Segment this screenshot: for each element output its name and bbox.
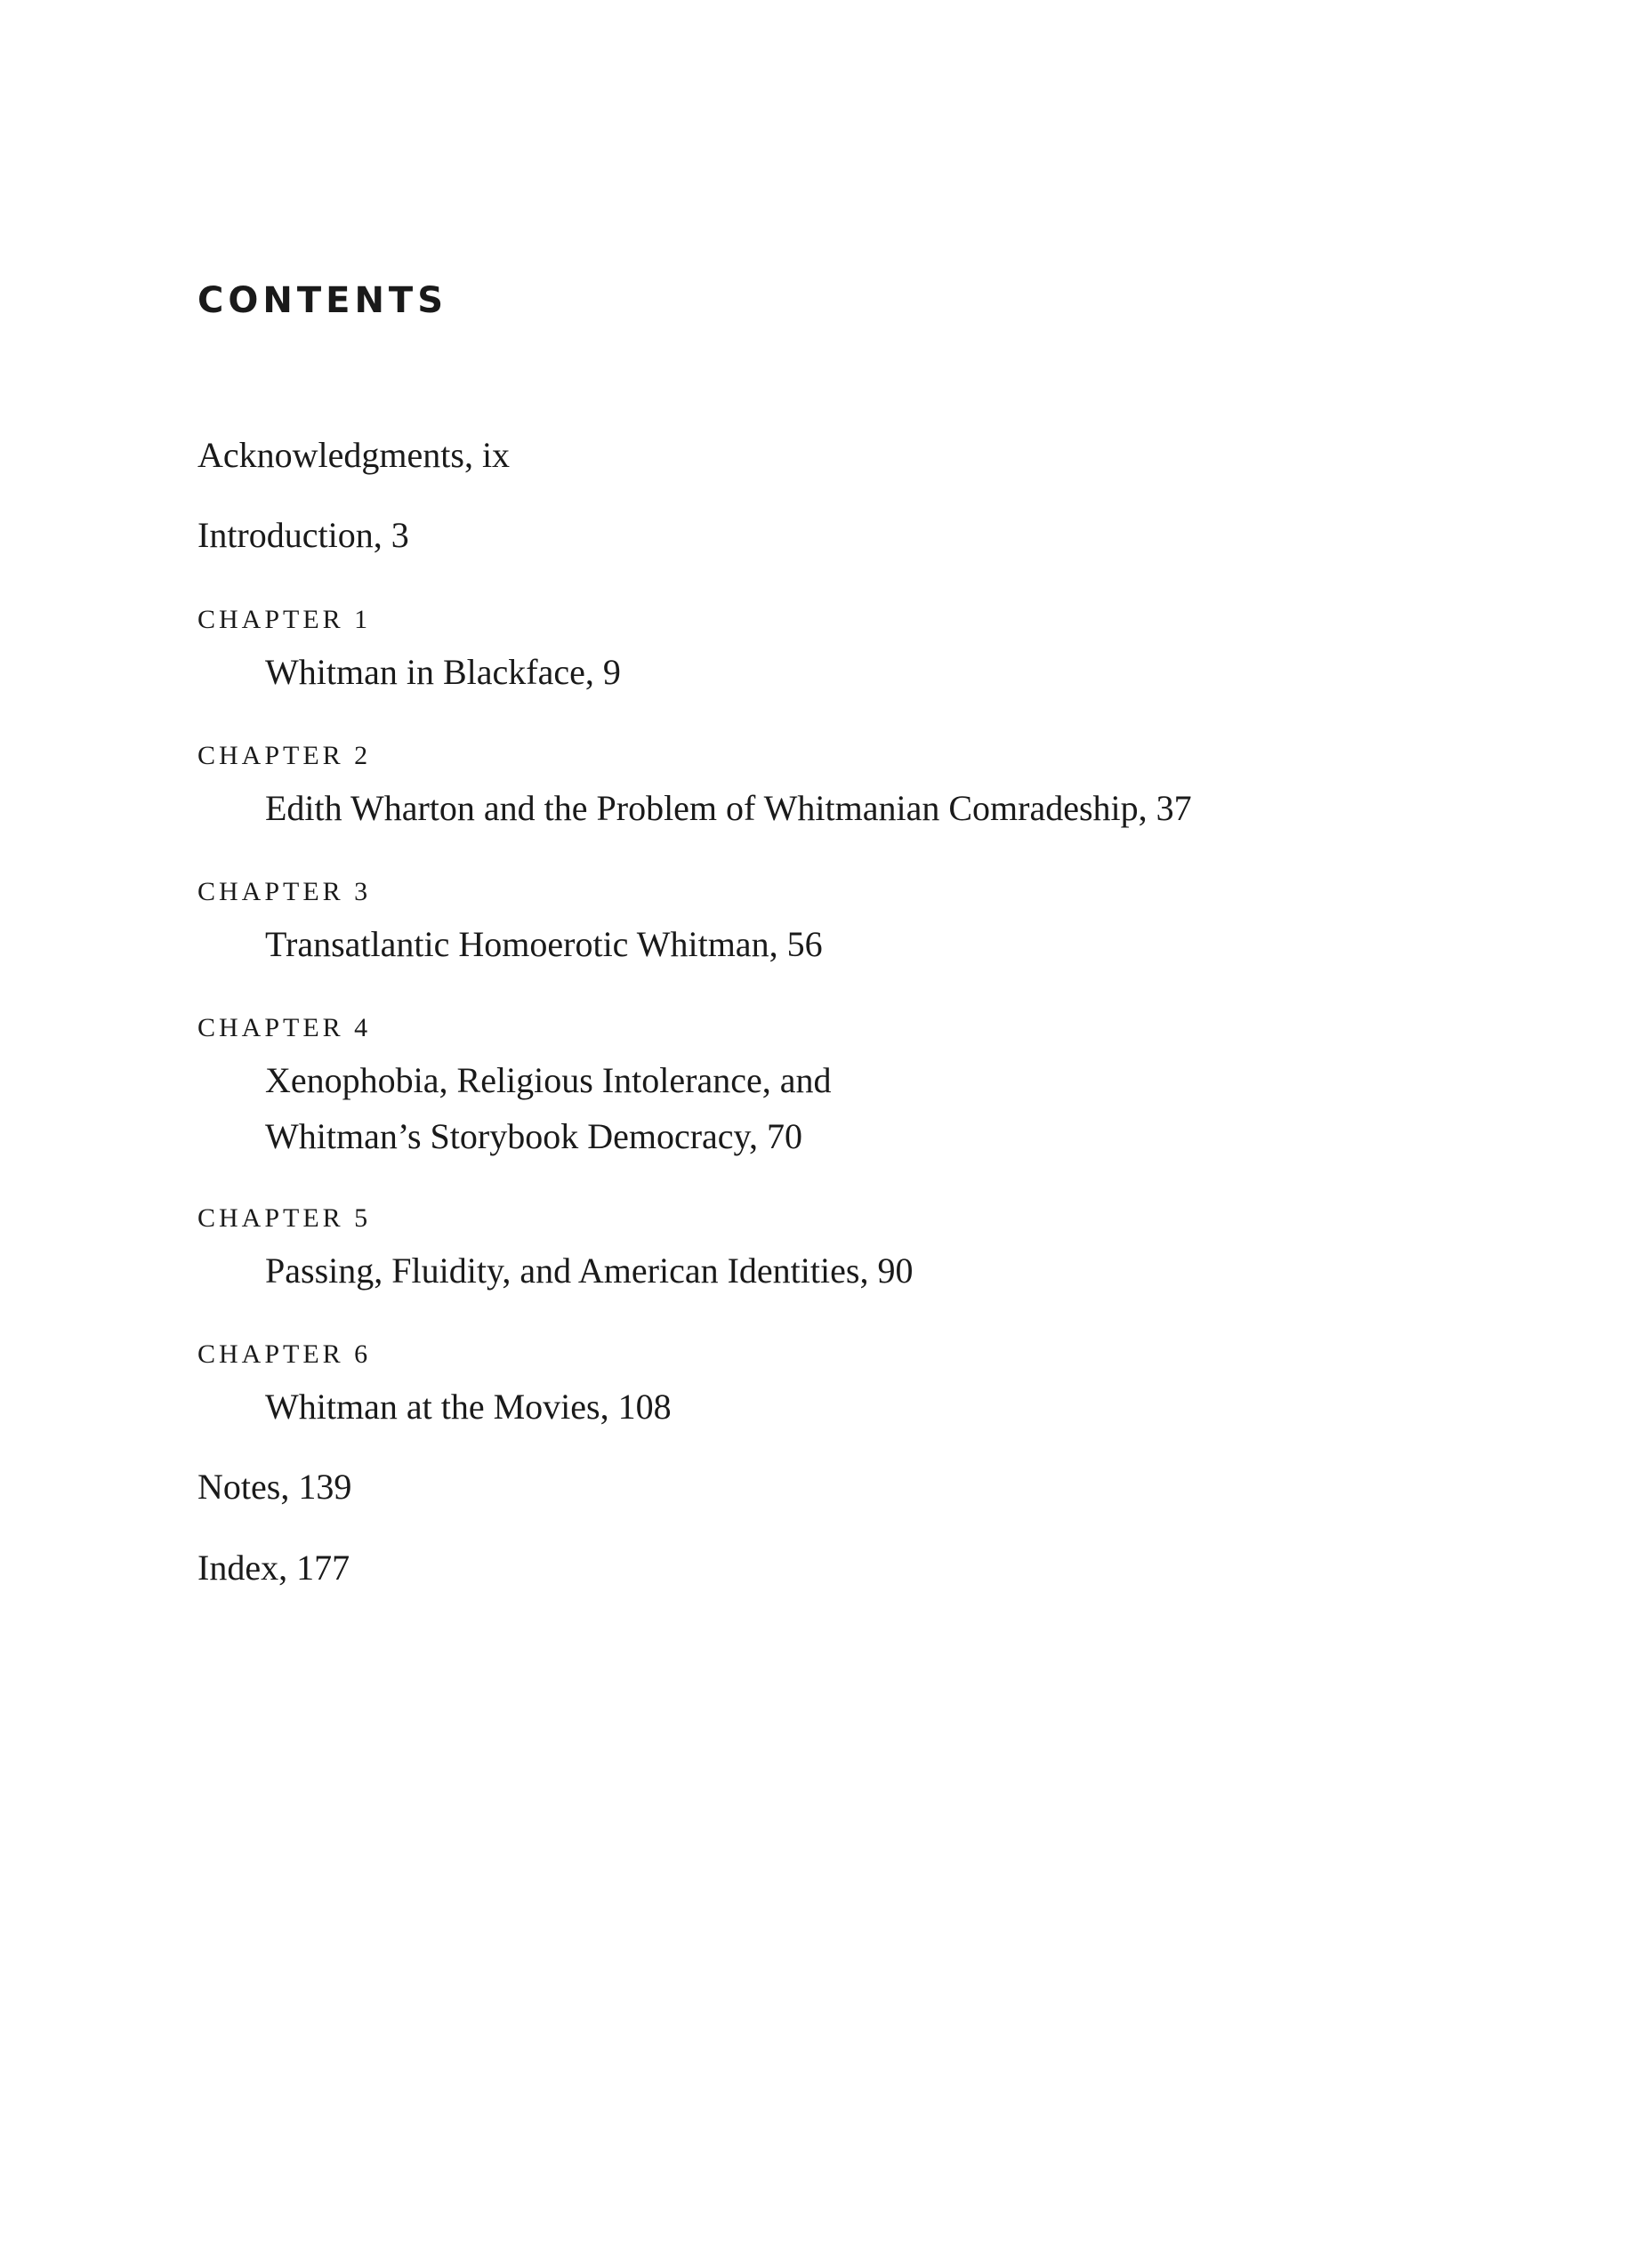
chapter-3-title: Transatlantic Homoerotic Whitman, 56: [265, 924, 823, 964]
chapter-1-title: Whitman in Blackface, 9: [265, 652, 621, 692]
contents-heading: CONTENTS: [197, 280, 448, 321]
chapter-4-label: CHAPTER 4: [197, 1013, 372, 1042]
chapter-4-title-line-2: Whitman’s Storybook Democracy, 70: [265, 1116, 802, 1156]
chapter-3-label: CHAPTER 3: [197, 877, 372, 906]
chapter-4-title-line-1: Xenophobia, Religious Intolerance, and: [265, 1060, 832, 1100]
toc-entry-notes: Notes, 139: [197, 1467, 352, 1507]
chapter-6-label: CHAPTER 6: [197, 1339, 372, 1369]
chapter-5-label: CHAPTER 5: [197, 1203, 372, 1233]
toc-entry-introduction: Introduction, 3: [197, 515, 409, 555]
chapter-6-title: Whitman at the Movies, 108: [265, 1387, 672, 1427]
chapter-2-title: Edith Wharton and the Problem of Whitmanian Comradeship, 37: [265, 788, 1192, 828]
chapter-2-label: CHAPTER 2: [197, 741, 372, 770]
chapter-5-title: Passing, Fluidity, and American Identities, 90: [265, 1251, 914, 1291]
chapter-1-label: CHAPTER 1: [197, 605, 372, 634]
toc-entry-index: Index, 177: [197, 1548, 350, 1588]
toc-entry-acknowledgments: Acknowledgments, ix: [197, 435, 511, 475]
